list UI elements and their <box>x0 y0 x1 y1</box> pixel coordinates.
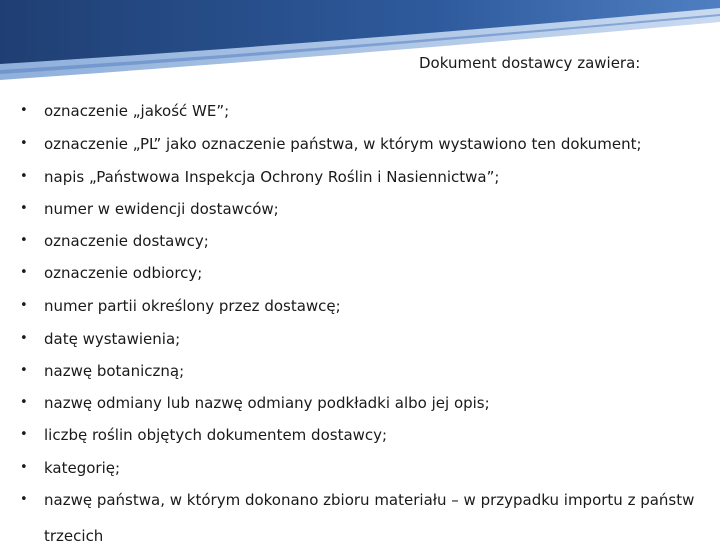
bullet-icon: • <box>20 492 28 507</box>
bullet-text: oznaczenie odbiorcy; <box>44 264 203 282</box>
bullet-icon: • <box>20 103 28 118</box>
bullet-text: napis „Państwowa Inspekcja Ochrony Roślin i Nasiennictwa”; <box>44 168 500 186</box>
bullet-icon: • <box>20 298 28 313</box>
bullet-icon: • <box>20 363 28 378</box>
bullet-icon: • <box>20 427 28 442</box>
bullet-text: kategorię; <box>44 459 121 477</box>
bullet-text: oznaczenie „PL” jako oznaczenie państwa, w którym wystawiono ten dokument; <box>44 135 642 153</box>
bullet-icon: • <box>20 265 28 280</box>
bullet-text-continuation: trzecich <box>44 527 104 545</box>
bullet-text: oznaczenie „jakość WE”; <box>44 102 230 120</box>
bullet-icon: • <box>20 169 28 184</box>
bullet-text: numer w ewidencji dostawców; <box>44 200 279 218</box>
bullet-icon: • <box>20 201 28 216</box>
bullet-icon: • <box>20 233 28 248</box>
bullet-text: nazwę państwa, w którym dokonano zbioru materiału – w przypadku importu z państw <box>44 491 695 509</box>
bullet-text: nazwę botaniczną; <box>44 362 185 380</box>
bullet-text: numer partii określony przez dostawcę; <box>44 297 341 315</box>
slide-title: Dokument dostawcy zawiera: <box>419 54 641 72</box>
bullet-text: nazwę odmiany lub nazwę odmiany podkładki albo jej opis; <box>44 394 490 412</box>
bullet-icon: • <box>20 460 28 475</box>
bullet-text: oznaczenie dostawcy; <box>44 232 209 250</box>
bullet-text: liczbę roślin objętych dokumentem dostawcy; <box>44 426 388 444</box>
bullet-icon: • <box>20 136 28 151</box>
bullet-icon: • <box>20 331 28 346</box>
bullet-text: datę wystawienia; <box>44 330 181 348</box>
bullet-icon: • <box>20 395 28 410</box>
